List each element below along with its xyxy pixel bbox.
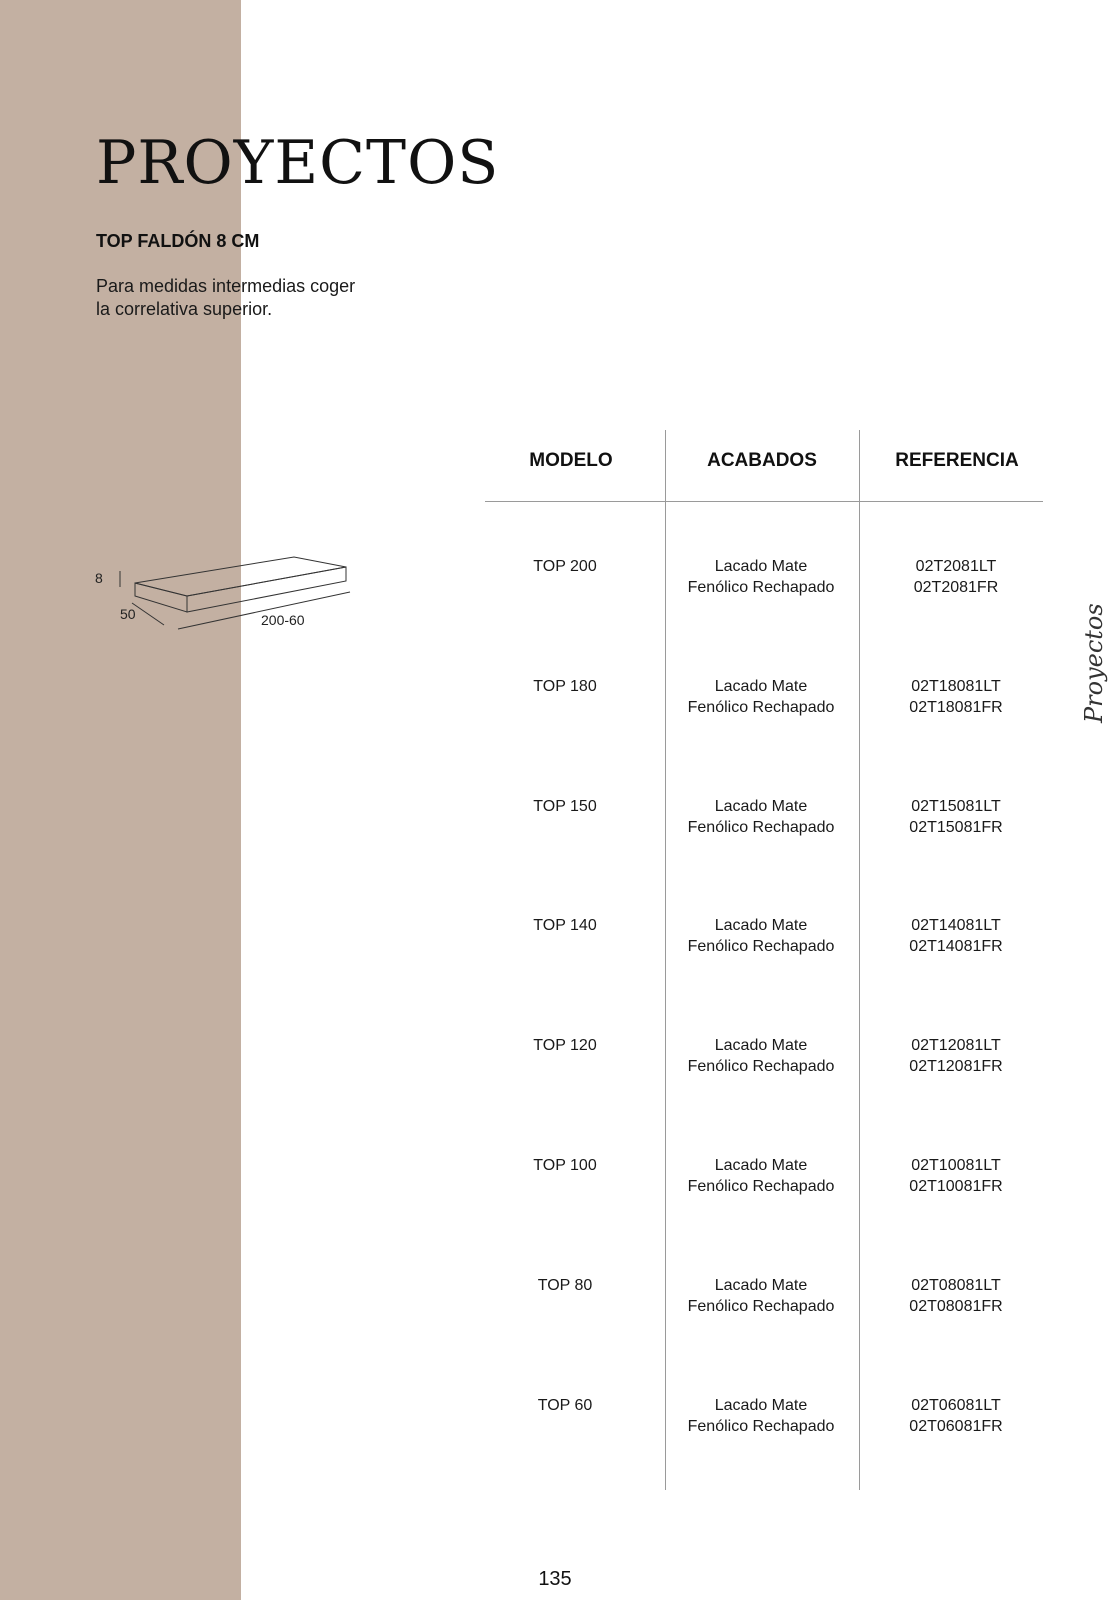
note-line-1: Para medidas intermedias coger [96, 276, 356, 296]
reference-cell [909, 1155, 1002, 1197]
reference-cell-line-1: 02T14081LT [911, 917, 1001, 934]
header-model: MODELO [529, 450, 613, 471]
finishes-cell [688, 1155, 835, 1197]
page-title: PROYECTOS [96, 128, 500, 198]
model-cell [533, 1035, 596, 1056]
reference-cell-line-1: 02T10081LT [911, 1157, 1001, 1174]
reference-cell [909, 915, 1002, 957]
finishes-cell-line-2: Fenólico Rechapado [687, 1298, 835, 1315]
reference-cell-line-2: 02T18081FR [909, 699, 1003, 716]
reference-cell-line-1: 02T18081LT [911, 678, 1001, 695]
model-cell [533, 796, 596, 817]
finishes-cell [688, 796, 835, 838]
column-divider [859, 430, 860, 1490]
finishes-cell-line-2: Fenólico Rechapado [687, 579, 835, 596]
finishes-cell-line-2: Fenólico Rechapado [687, 819, 835, 836]
finishes-cell-line-1: Lacado Mate [714, 1037, 808, 1054]
model-cell-line-1: TOP 80 [537, 1277, 593, 1294]
reference-cell-line-2: 02T08081FR [909, 1298, 1003, 1315]
section-side-label: Proyectos [1080, 603, 1108, 723]
model-cell [533, 556, 596, 577]
reference-cell [909, 1035, 1002, 1077]
finishes-cell-line-2: Fenólico Rechapado [687, 938, 835, 955]
measurement-note [96, 275, 355, 321]
reference-cell-line-2: 02T14081FR [909, 938, 1003, 955]
finishes-cell-line-1: Lacado Mate [714, 1277, 808, 1294]
finishes-cell [688, 1395, 835, 1437]
board-front-face [135, 583, 187, 612]
model-cell-line-1: TOP 150 [533, 798, 597, 815]
finishes-cell [688, 1275, 835, 1317]
header-rule [485, 501, 1043, 502]
reference-cell-line-2: 02T2081FR [913, 579, 999, 596]
model-cell-line-1: TOP 120 [533, 1037, 597, 1054]
finishes-cell-line-1: Lacado Mate [714, 1397, 808, 1414]
reference-cell-line-2: 02T06081FR [909, 1418, 1003, 1435]
reference-cell [909, 676, 1002, 718]
model-cell [533, 915, 596, 936]
model-cell [533, 676, 596, 697]
model-cell [538, 1395, 593, 1416]
model-cell-line-1: TOP 180 [533, 678, 597, 695]
reference-cell-line-2: 02T12081FR [909, 1058, 1003, 1075]
finishes-cell-line-2: Fenólico Rechapado [687, 1418, 835, 1435]
board-side-face [187, 567, 346, 612]
finishes-cell [688, 915, 835, 957]
reference-cell-line-2: 02T10081FR [909, 1178, 1003, 1195]
finishes-cell-line-1: Lacado Mate [714, 917, 808, 934]
finishes-cell [688, 676, 835, 718]
finishes-cell-line-2: Fenólico Rechapado [687, 1178, 835, 1195]
column-divider [665, 430, 666, 1490]
reference-cell-line-1: 02T12081LT [911, 1037, 1001, 1054]
finishes-cell-line-1: Lacado Mate [714, 1157, 808, 1174]
header-reference: REFERENCIA [895, 450, 1019, 471]
reference-cell-line-1: 02T2081LT [915, 558, 997, 575]
width-label: 200-60 [261, 612, 305, 628]
note-line-2: la correlativa superior. [96, 299, 273, 319]
reference-cell-line-1: 02T15081LT [911, 798, 1001, 815]
finishes-cell-line-2: Fenólico Rechapado [687, 699, 835, 716]
reference-cell [914, 556, 999, 598]
model-cell-line-1: TOP 60 [537, 1397, 593, 1414]
finishes-cell-line-1: Lacado Mate [714, 798, 808, 815]
reference-cell [909, 1275, 1002, 1317]
board-top-face [135, 557, 346, 596]
finishes-cell [688, 1035, 835, 1077]
header-finishes: ACABADOS [707, 450, 817, 471]
model-cell-line-1: TOP 140 [533, 917, 597, 934]
finishes-cell-line-2: Fenólico Rechapado [687, 1058, 835, 1075]
finishes-cell-line-1: Lacado Mate [714, 558, 808, 575]
depth-dimension-line [132, 603, 164, 625]
depth-label: 50 [120, 606, 136, 622]
model-cell-line-1: TOP 200 [533, 558, 597, 575]
model-cell [538, 1275, 593, 1296]
model-cell [533, 1155, 596, 1176]
reference-cell [909, 796, 1002, 838]
height-label: 8 [95, 570, 103, 586]
product-subtitle: TOP FALDÓN 8 CM [96, 231, 260, 251]
reference-cell-line-2: 02T15081FR [909, 819, 1003, 836]
finishes-cell-line-1: Lacado Mate [714, 678, 808, 695]
reference-cell [909, 1395, 1002, 1437]
reference-cell-line-1: 02T08081LT [911, 1277, 1001, 1294]
reference-cell-line-1: 02T06081LT [911, 1397, 1001, 1414]
model-cell-line-1: TOP 100 [533, 1157, 597, 1174]
page-number: 135 [538, 1568, 572, 1590]
product-dimension-drawing [86, 545, 366, 645]
finishes-cell [688, 556, 835, 598]
